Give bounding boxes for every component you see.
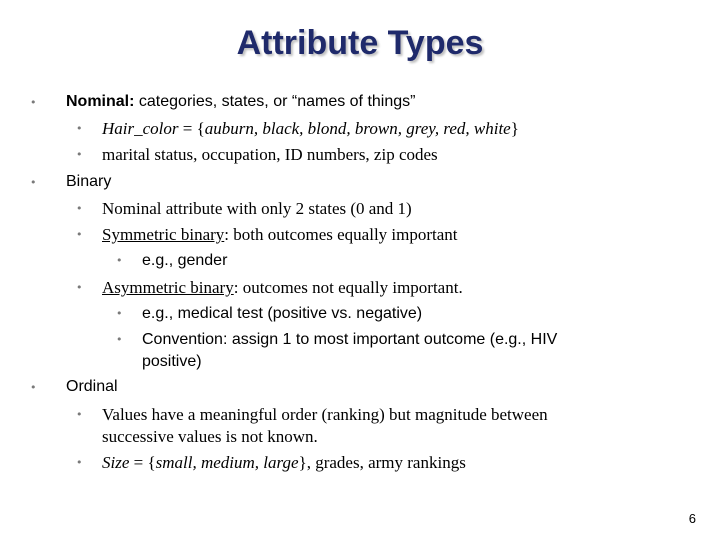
ordinal-label: Ordinal	[66, 378, 118, 395]
binary-sub-item	[102, 225, 458, 245]
text-span: = {	[129, 453, 156, 472]
binary-example: e.g., medical test (positive vs. negative)	[142, 305, 423, 322]
nominal-sub-item: marital status, occupation, ID numbers, zip codes	[102, 145, 438, 164]
bullet-icon: •	[30, 381, 37, 394]
bullet-icon: •	[76, 148, 83, 161]
text-span: : both outcomes equally important	[224, 225, 458, 244]
nominal-sub-item	[102, 119, 519, 139]
binary-label: Binary	[66, 173, 112, 190]
bullet-icon: •	[116, 307, 123, 320]
bullet-icon: •	[116, 254, 123, 267]
bullet-icon: •	[76, 281, 83, 294]
bullet-icon: •	[30, 176, 37, 189]
page-number: 6	[688, 511, 696, 526]
text-span: }, grades, army rankings	[298, 453, 466, 472]
asymmetric-binary-term: Asymmetric binary	[102, 278, 234, 297]
bullet-icon: •	[76, 456, 83, 469]
nominal-label: Nominal:	[66, 93, 135, 110]
binary-example-cont: positive)	[142, 353, 202, 370]
binary-sub-item	[102, 278, 463, 298]
ordinal-sub-item: Values have a meaningful order (ranking) but magnitude between	[102, 405, 548, 424]
text-span: }	[510, 119, 519, 138]
text-span: = {	[178, 119, 205, 138]
binary-example: Convention: assign 1 to most important outcome (e.g., HIV	[142, 331, 558, 348]
nominal-text: categories, states, or “names of things”	[134, 93, 416, 110]
bullet-icon: •	[76, 202, 83, 215]
ordinal-sub-item	[102, 453, 466, 473]
nominal-item	[66, 93, 415, 111]
size-values: small, medium, large	[155, 453, 299, 472]
bullet-icon: •	[76, 228, 83, 241]
bullet-icon: •	[30, 96, 37, 109]
bullet-icon: •	[116, 333, 123, 346]
bullet-icon: •	[76, 408, 83, 421]
binary-example: e.g., gender	[142, 252, 228, 269]
text-span: : outcomes not equally important.	[233, 278, 463, 297]
hair-color-term: Hair_color	[102, 119, 179, 138]
symmetric-binary-term: Symmetric binary	[102, 225, 225, 244]
slide-title: Attribute Types	[236, 24, 484, 62]
size-term: Size	[102, 453, 130, 472]
bullet-icon: •	[76, 122, 83, 135]
binary-sub-item: Nominal attribute with only 2 states (0 and 1)	[102, 199, 412, 218]
ordinal-sub-item-cont: successive values is not known.	[102, 427, 318, 446]
hair-color-values: auburn, black, blond, brown, grey, red, white	[204, 119, 511, 138]
